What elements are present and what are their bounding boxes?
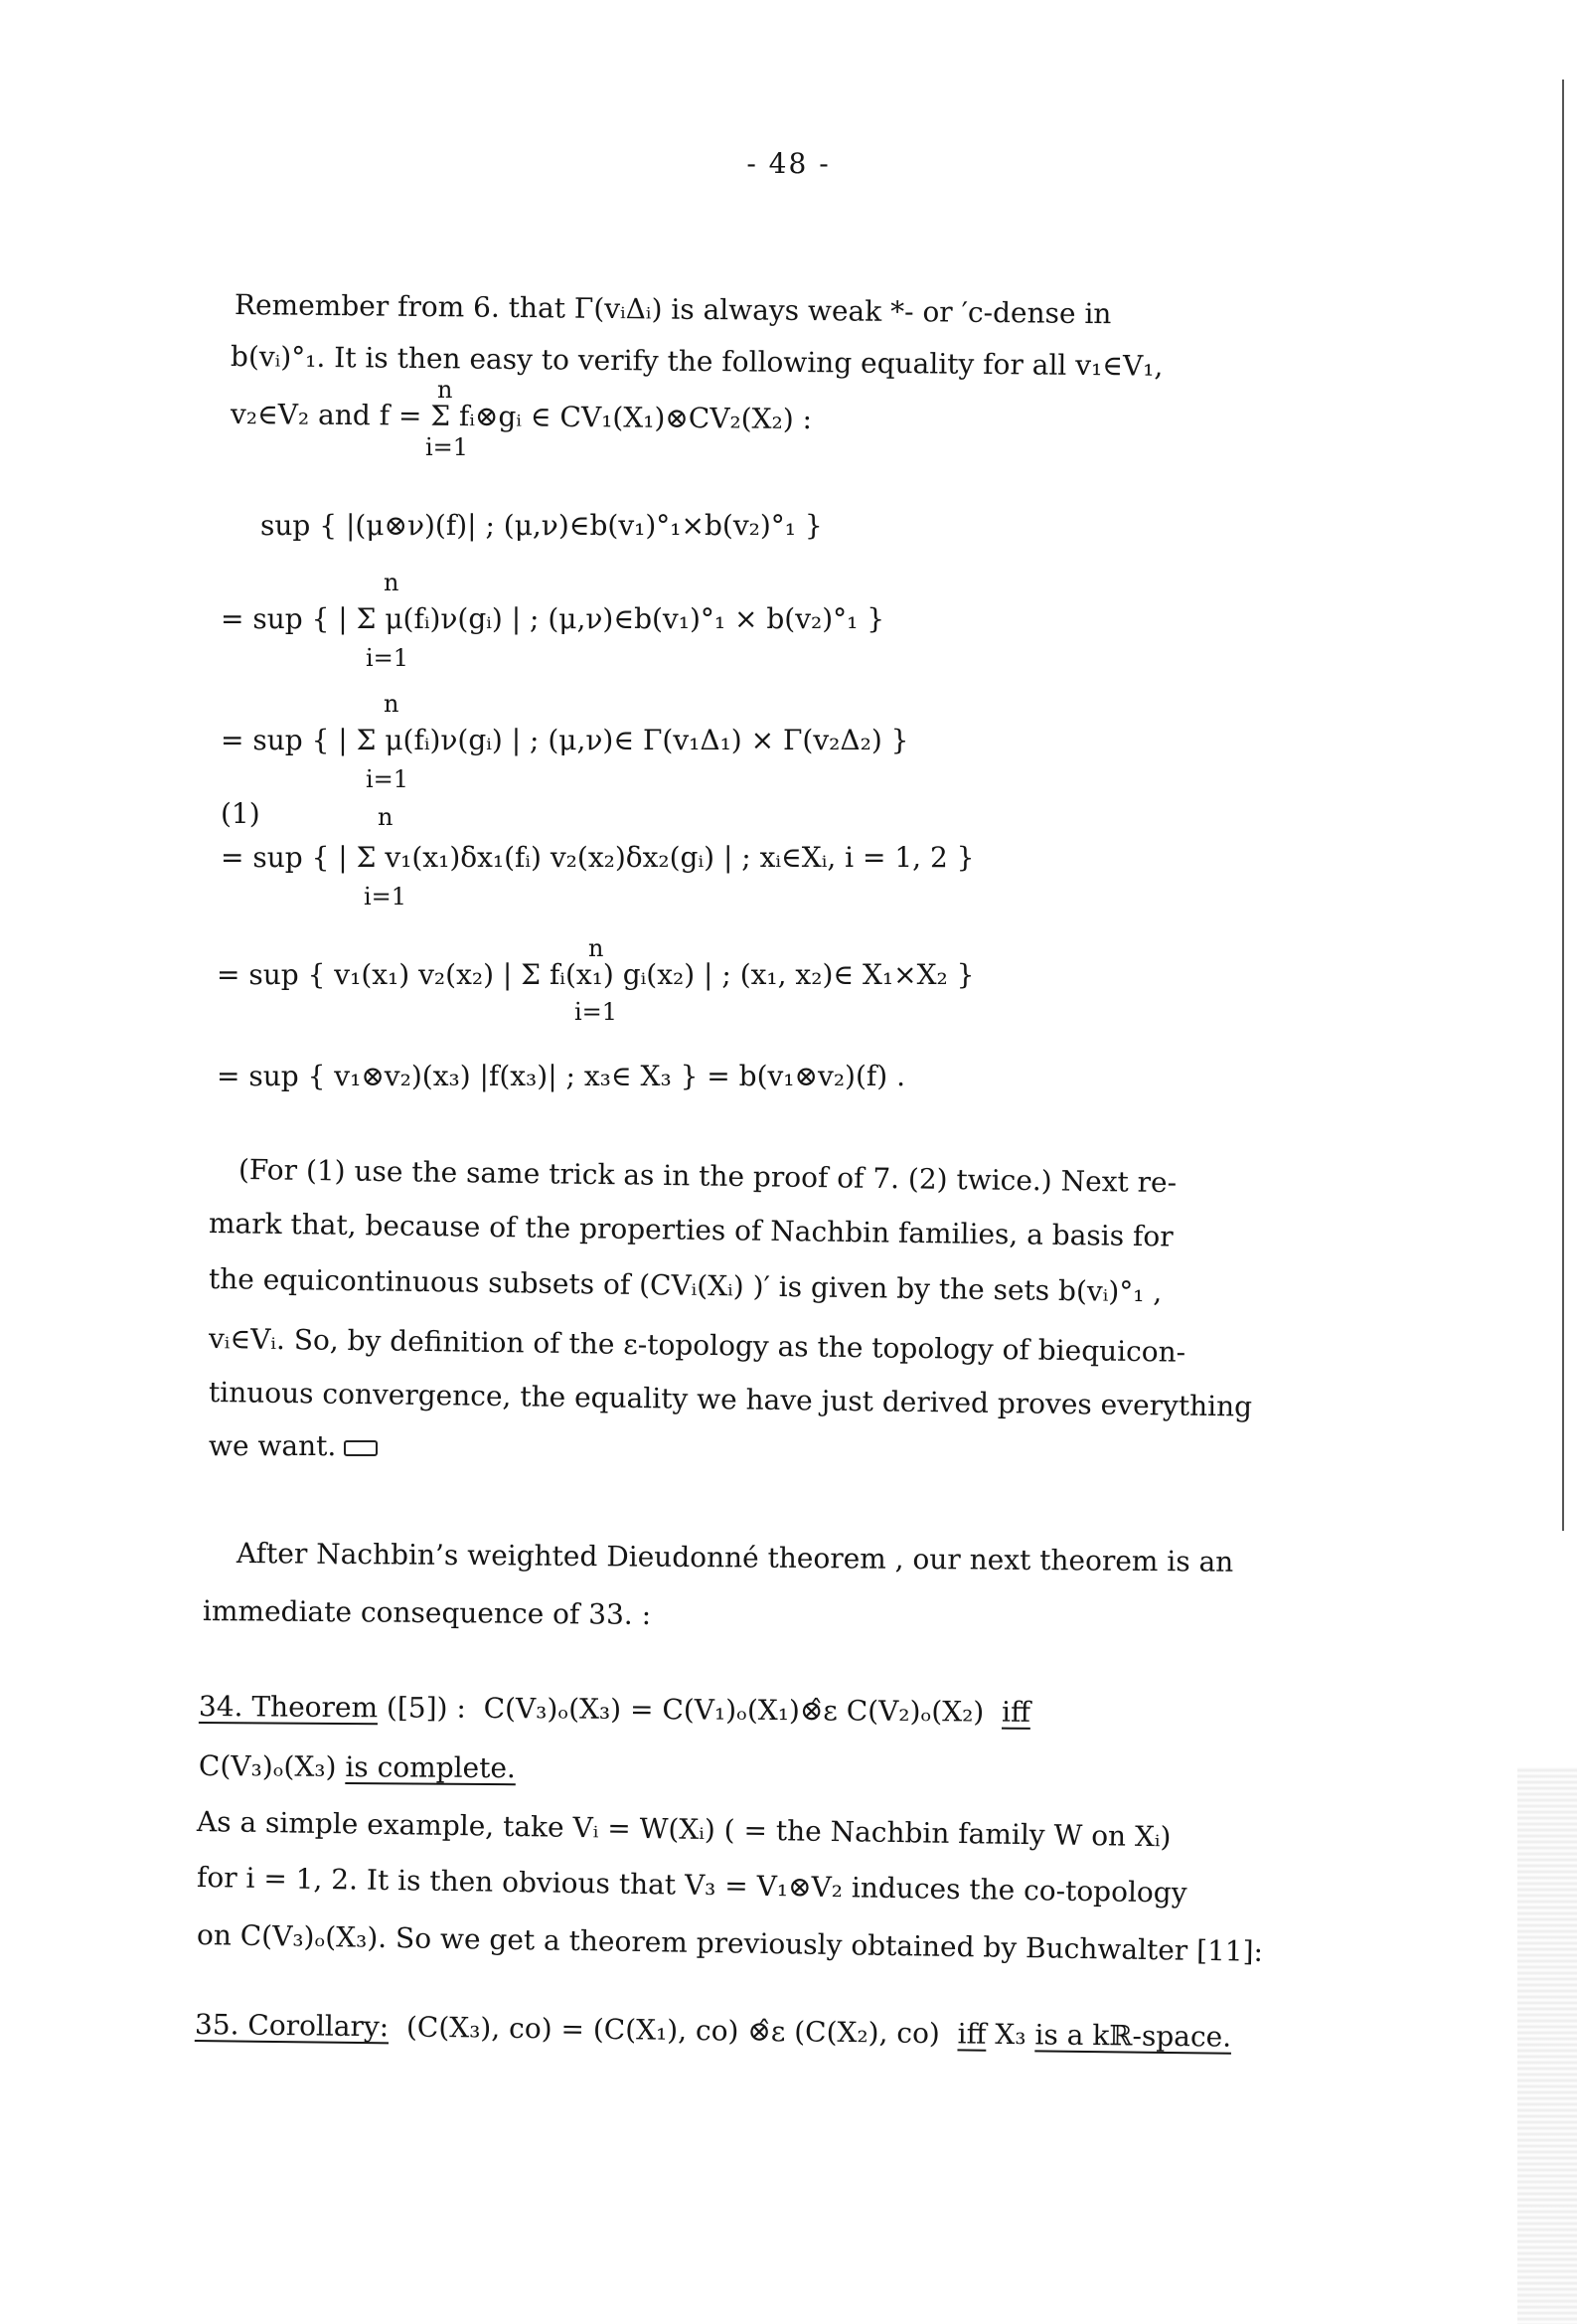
scan-edge-line: [1562, 80, 1564, 1531]
corollary-35-statement: (C(X₃), co) = (C(X₁), co) ⊗̂ε (C(X₂), co): [405, 2010, 941, 2051]
example-line-2: for i = 1, 2. It is then obvious that V₃ = V₁⊗V₂ induces the co-topology: [196, 1861, 1187, 1909]
page-number: - 48 -: [746, 147, 831, 180]
after-line-2: immediate consequence of 33. :: [202, 1594, 652, 1631]
equation-label-1: (1): [221, 797, 260, 830]
sum-n-1: n: [384, 569, 399, 596]
theorem-34-reference: ([5]) :: [386, 1691, 466, 1725]
intro-line-1: Remember from 6. that Γ(vᵢΔᵢ) is always weak *- or ′c-dense in: [234, 288, 1112, 331]
equation-line-4: = sup { v₁(x₁) v₂(x₂) | Σ fᵢ(x₁) gᵢ(x₂) | ; (x₁, x₂)∈ X₁×X₂ }: [217, 958, 975, 991]
equation-line-3: = sup { | Σ v₁(x₁)δx₁(fᵢ) v₂(x₂)δx₂(gᵢ) | ; xᵢ∈Xᵢ, i = 1, 2 }: [221, 841, 975, 874]
example-line-3: on C(V₃)ₒ(X₃). So we get a theorem previously obtained by Buchwalter [11]:: [196, 1918, 1264, 1968]
sum-i-1: i=1: [366, 644, 409, 672]
equation-line-1: = sup { | Σ μ(fᵢ)ν(gᵢ) | ; (μ,ν)∈b(v₁)°₁ × b(v₂)°₁ }: [221, 602, 885, 635]
sum-n-2: n: [384, 690, 399, 718]
sum-i-3: i=1: [364, 883, 407, 911]
remark-line-1: (For (1) use the same trick as in the proof of 7. (2) twice.) Next re-: [237, 1153, 1178, 1200]
theorem-34-statement: C(V₃)ₒ(X₃) = C(V₁)ₒ(X₁)⊗̂ε C(V₂)ₒ(X₂): [483, 1692, 985, 1729]
intro-line-3: v₂∈V₂ and f = Σ fᵢ⊗gᵢ ∈ CV₁(X₁)⊗CV₂(X₂) :: [230, 398, 813, 436]
after-line-1: After Nachbin’s weighted Dieudonné theorem , our next theorem is an: [236, 1537, 1234, 1578]
sum-lower-limit: i=1: [425, 433, 469, 461]
remark-line-3: the equicontinuous subsets of (CVᵢ(Xᵢ) )′ is given by the sets b(vᵢ)°₁ ,: [208, 1262, 1163, 1309]
remark-line-6-text: we want.: [209, 1429, 337, 1462]
remark-line-2: mark that, because of the properties of Nachbin families, a basis for: [208, 1207, 1174, 1253]
remark-line-5: tinuous convergence, the equality we have just derived proves everything: [208, 1376, 1253, 1423]
sum-n-4: n: [588, 934, 604, 962]
remark-line-6: [209, 1429, 378, 1462]
remark-line-4: vᵢ∈Vᵢ. So, by definition of the ε-topology as the topology of biequicon-: [208, 1322, 1186, 1369]
equation-line-5: = sup { v₁⊗v₂)(x₃) |f(x₃)| ; x₃∈ X₃ } = b(v₁⊗v₂)(f) .: [217, 1060, 905, 1092]
equation-line-2: = sup { | Σ μ(fᵢ)ν(gᵢ) | ; (μ,ν)∈ Γ(v₁Δ₁) × Γ(v₂Δ₂) }: [221, 724, 909, 756]
theorem-34-space: C(V₃)ₒ(X₃): [198, 1749, 337, 1783]
theorem-34-label: 34. Theorem: [198, 1690, 379, 1725]
corollary-35-iff: iff: [957, 2017, 987, 2051]
end-of-proof-icon: [344, 1440, 378, 1456]
theorem-34-line-1: [199, 1690, 1030, 1729]
intro-line-2: b(vᵢ)°₁. It is then easy to verify the following equality for all v₁∈V₁,: [230, 340, 1164, 383]
sum-upper-limit: n: [437, 376, 453, 404]
theorem-34-iff: iff: [1001, 1695, 1031, 1729]
corollary-35-tail: is a kℝ-space.: [1034, 2018, 1232, 2054]
theorem-34-complete: is complete.: [345, 1750, 517, 1785]
sum-n-3: n: [378, 803, 394, 831]
equation-line-0: sup { |(μ⊗ν)(f)| ; (μ,ν)∈b(v₁)°₁×b(v₂)°₁ }: [260, 509, 823, 542]
theorem-34-line-2: [199, 1749, 516, 1784]
scan-noise: [1517, 1767, 1577, 2324]
sum-i-2: i=1: [366, 765, 409, 793]
sum-i-4: i=1: [574, 998, 618, 1026]
example-line-1: As a simple example, take Vᵢ = W(Xᵢ) ( = the Nachbin family W on Xᵢ): [196, 1805, 1172, 1854]
corollary-35-x3: X₃: [995, 2017, 1026, 2052]
corollary-35-label: 35. Corollary:: [194, 2008, 390, 2044]
corollary-35-line: [195, 2008, 1232, 2054]
